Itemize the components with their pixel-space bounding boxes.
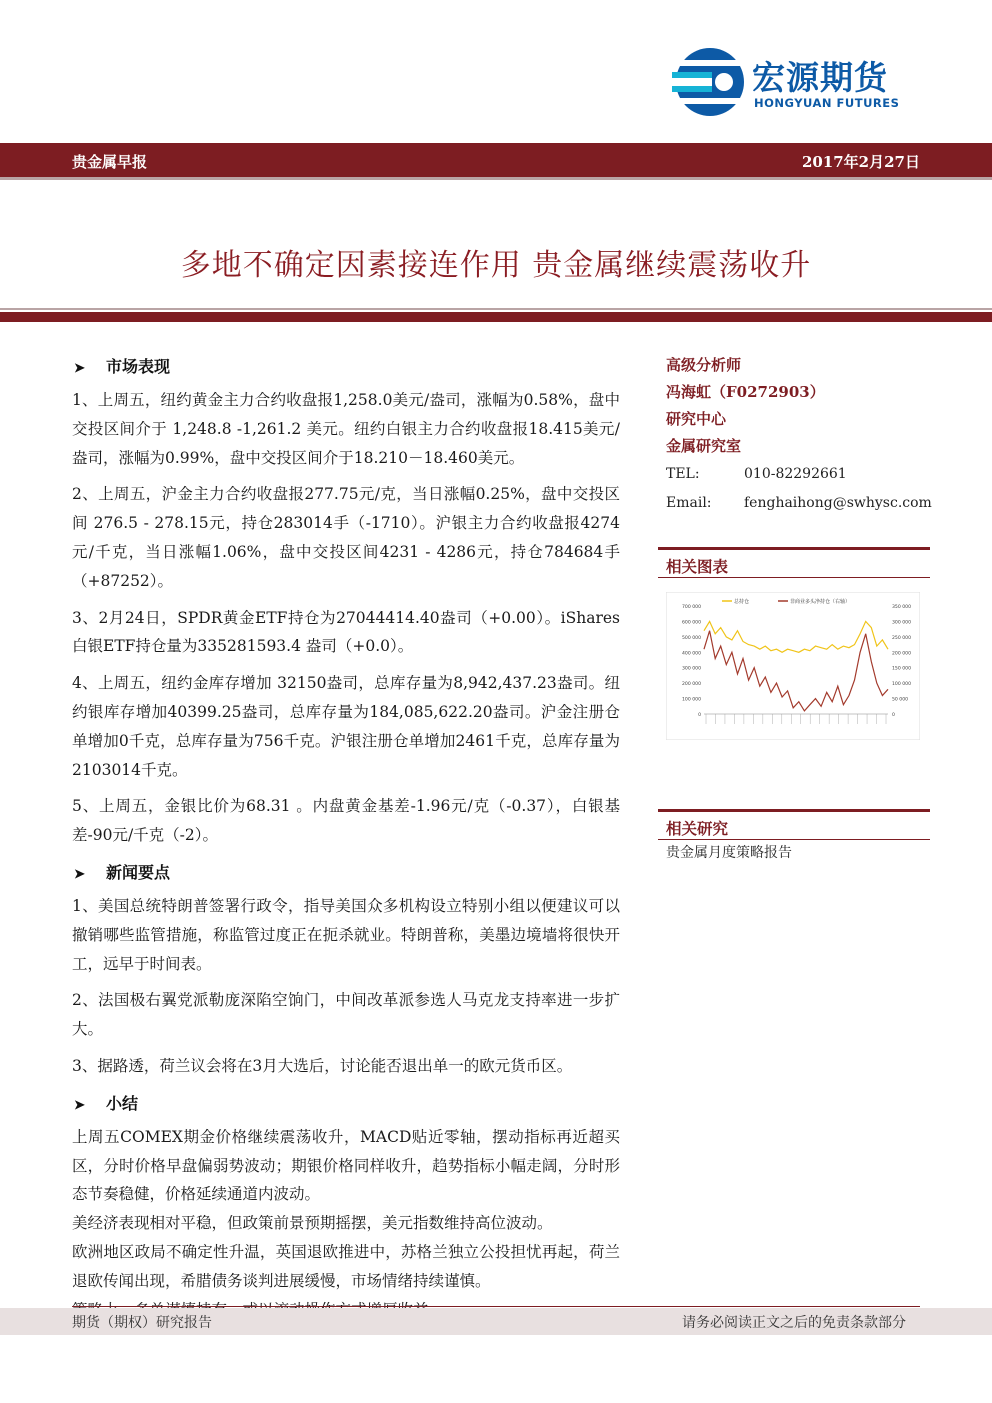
analyst-tel (666, 460, 926, 489)
arrow-bullet-icon: ➤ (74, 866, 85, 882)
related-research-item[interactable]: 贵金属月度策略报告 (666, 845, 792, 861)
y-right-tick-label: 0 (892, 713, 895, 718)
email-value: fenghaihong@swhysc.com (744, 495, 932, 511)
summary-para-3: 欧洲地区政局不确定性升温，英国退欧推进中，苏格兰独立公投担忧再起，荷兰退欧传闻出现，希腊债务谈判进展缓慢，市场情绪持续谨慎。 (72, 1242, 620, 1290)
market-para-5: 5、上周五，金银比价为68.31 。内盘黄金基差-1.96元/克（-0.37），白银基差-90元/千克（-2）。 (72, 797, 620, 845)
logo-mark-icon (672, 44, 750, 120)
arrow-bullet-icon: ➤ (74, 361, 85, 376)
y-left-tick-label: 0 (698, 713, 701, 718)
analyst-email (666, 489, 932, 518)
arrow-bullet-icon: ➤ (74, 1097, 85, 1113)
y-left-tick-label: 100 000 (682, 697, 701, 703)
analyst-name: 冯海虹（F0272903） (666, 383, 825, 401)
position-chart (666, 592, 920, 740)
logo-name-en: HONGYUAN FUTURES (754, 96, 900, 110)
footer-divider (72, 1306, 920, 1307)
tel-label: TEL: (666, 466, 700, 482)
section-heading-news: ➤ 新闻要点 (72, 858, 620, 892)
y-right-tick-label: 300 000 (892, 620, 911, 626)
position-chart-svg (666, 592, 920, 740)
legend-label-total: 总持仓 (734, 599, 750, 605)
y-left-tick-label: 700 000 (682, 605, 701, 610)
y-right-tick-label: 350 000 (892, 605, 911, 610)
footer-disclaimer-link[interactable]: 请务必阅读正文之后的免责条款部分 (682, 1315, 906, 1331)
company-logo (672, 44, 922, 120)
analyst-dept-2: 金属研究室 (666, 437, 742, 455)
legend-label-net-long: 非商业多头净持仓（右轴） (790, 599, 851, 605)
header-divider (0, 177, 992, 180)
analyst-title: 高级分析师 (666, 356, 742, 374)
report-category: 贵金属早报 (72, 153, 148, 171)
y-left-tick-label: 200 000 (682, 682, 701, 688)
section-heading-market: ➤ 市场表现 (72, 352, 620, 386)
y-right-tick-label: 200 000 (892, 651, 911, 657)
footer-bar (0, 1308, 992, 1335)
news-para-1: 1、美国总统特朗普签署行政令，指导美国众多机构设立特别小组以便建议可以撤销哪些监管措施，称监管过度正在扼杀就业。特朗普称，美墨边境墙将很快开工，远早于时间表。 (72, 896, 620, 973)
email-label: Email: (666, 495, 712, 511)
logo-name-cn: 宏源期货 (752, 58, 888, 97)
y-right-tick-label: 150 000 (892, 666, 911, 672)
header-bar (0, 143, 992, 177)
related-research-heading: 相关研究 (658, 809, 930, 840)
news-para-2: 2、法国极右翼党派勒庞深陷空饷门，中间改革派参选人马克龙支持率进一步扩大。 (72, 991, 620, 1039)
y-left-tick-label: 400 000 (682, 651, 701, 657)
report-title: 多地不确定因素接连作用 贵金属继续震荡收升 (180, 248, 812, 283)
market-para-2: 2、上周五，沪金主力合约收盘报277.75元/克，当日涨幅0.25%，盘中交投区间 276.5 - 278.15元，持仓283014手（-1710）。沪银主力合约收盘报4274元/千克，当日涨幅1.06%，盘中交投区间4231 - 4286元，持仓784684手（+87252）。 (72, 485, 620, 590)
y-right-tick-label: 250 000 (892, 635, 911, 641)
title-divider-thick (0, 312, 992, 322)
analyst-dept-1: 研究中心 (666, 410, 727, 428)
summary-para-2: 美经济表现相对平稳，但政策前景预期摇摆，美元指数维持高位波动。 (72, 1214, 553, 1233)
report-date: 2017年2月27日 (801, 153, 920, 171)
y-left-tick-label: 600 000 (682, 620, 701, 626)
section-heading-summary: ➤ 小结 (72, 1089, 620, 1123)
market-para-1: 1、上周五，纽约黄金主力合约收盘报1,258.0美元/盎司，涨幅为0.58%，盘中交投区间介于 1,248.8 -1,261.2 美元。纽约白银主力合约收盘报18.415美元/盎司，涨幅为0.99%，盘中交投区间介于18.210－18.460美元。 (72, 391, 620, 467)
news-para-3: 3、据路透，荷兰议会将在3月大选后，讨论能否退出单一的欧元货币区。 (72, 1056, 573, 1075)
y-right-tick-label: 100 000 (892, 682, 911, 688)
summary-para-1: 上周五COMEX期金价格继续震荡收升，MACD贴近零轴，摆动指标再近超买区，分时价格早盘偏弱势波动；期银价格同样收升，趋势指标小幅走阔，分时形态节奏稳健，价格延续通道内波动。 (72, 1127, 620, 1204)
market-para-3: 3、2月24日，SPDR黄金ETF持仓为27044414.40盎司（+0.00）。iShares白银ETF持仓量为335281593.4 盎司（+0.0）。 (72, 608, 620, 656)
y-right-tick-label: 50 000 (892, 697, 909, 703)
market-para-4: 4、上周五，纽约金库存增加 32150盎司，总库存量为8,942,437.23盎司。纽约银库存增加40399.25盎司，总库存量为184,085,622.20盎司。沪金注册仓单增加0千克，总库存量为756千克。沪银注册仓单增加2461千克，总库存量为2103014千克。 (72, 674, 620, 779)
chart-frame (666, 592, 920, 740)
title-divider-thin (0, 308, 992, 310)
y-left-tick-label: 500 000 (682, 635, 701, 641)
related-charts-heading: 相关图表 (658, 547, 930, 578)
y-left-tick-label: 300 000 (682, 666, 701, 672)
tel-value: 010-82292661 (744, 466, 847, 482)
analyst-info (666, 352, 932, 518)
main-content (72, 352, 620, 1324)
footer-left-text: 期货（期权）研究报告 (72, 1315, 212, 1331)
